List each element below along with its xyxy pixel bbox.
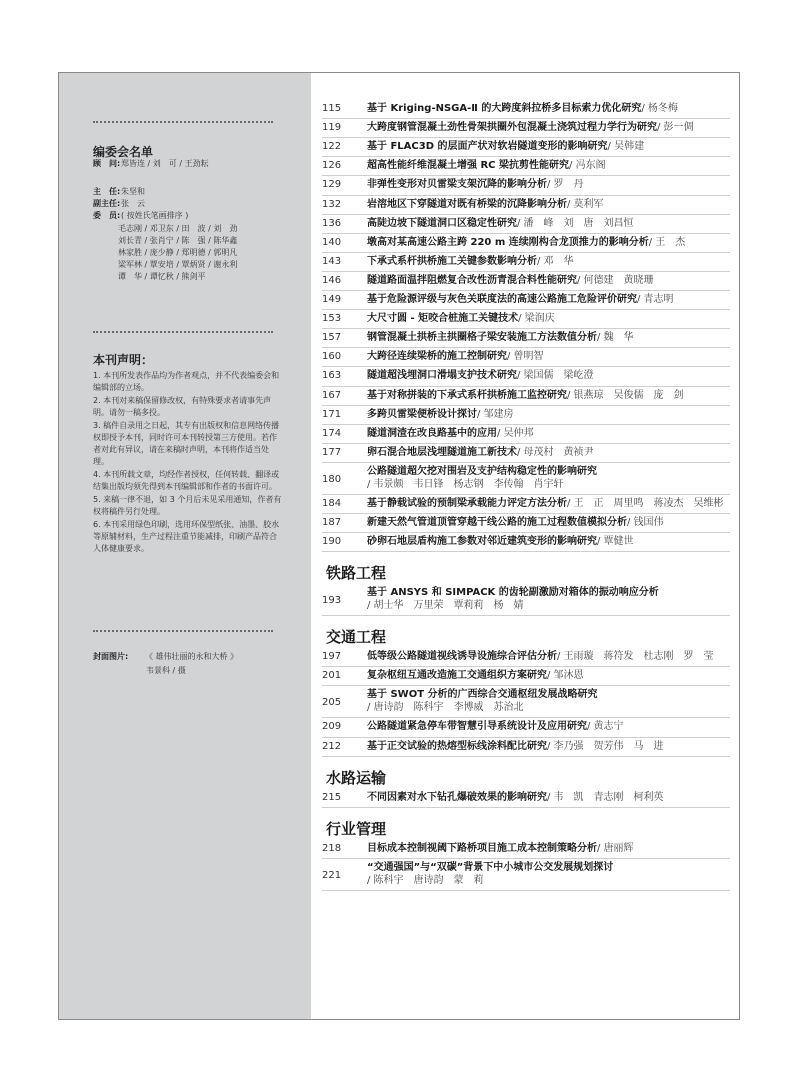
toc-title: 公路隧道紧急停车带智慧引导系统设计及应用研究 xyxy=(367,721,587,733)
toc-page-number: 218 xyxy=(322,842,342,854)
toc-divider xyxy=(322,685,730,686)
statement-item: 1. 本刊所发表作品均为作者观点，并不代表编委会和编辑部的立场。 xyxy=(93,371,280,392)
toc-page-number: 126 xyxy=(322,160,342,172)
toc-page-number: 122 xyxy=(322,141,342,153)
vice-director-label: 副主任: xyxy=(93,199,121,208)
section-heading: 水路运输 xyxy=(326,768,387,787)
toc-entry[interactable] xyxy=(322,586,732,618)
toc-authors: / 杨冬梅 xyxy=(641,103,678,114)
members-row xyxy=(93,210,188,222)
toc-divider xyxy=(322,271,730,272)
toc-divider xyxy=(322,424,730,425)
members-label: 委 员: xyxy=(93,211,121,220)
toc-divider xyxy=(322,386,730,387)
director-name: 朱坚和 xyxy=(121,187,145,196)
toc-divider xyxy=(322,118,730,119)
director-label: 主 任: xyxy=(93,187,121,196)
toc-authors: / 王 杰 xyxy=(648,236,686,248)
toc-divider xyxy=(322,405,730,406)
toc-authors: / 梁国儒 梁屹澄 xyxy=(517,370,594,382)
statement-item: 2. 本刊对来稿保留修改权，有特殊要求者请事先声明。请勿一稿多投。 xyxy=(93,396,272,417)
toc-page-number: 167 xyxy=(322,389,342,401)
toc-authors: / 罗 丹 xyxy=(547,179,584,191)
toc-title: 卵石混合地层浅埋隧道施工新技术 xyxy=(367,446,517,458)
toc-authors: / 彭一倜 xyxy=(657,122,694,134)
toc-divider xyxy=(322,513,730,514)
toc-page-number: 174 xyxy=(322,427,342,439)
toc-title: 大跨径连续梁桥的施工控制研究 xyxy=(367,351,507,363)
toc-title: “交通强国”与“双碳”背景下中小城市公交发展规划探讨 xyxy=(367,861,614,873)
toc-divider xyxy=(322,666,730,667)
toc-authors: / 母茂村 黄祯尹 xyxy=(517,446,594,458)
toc-authors: / 李乃强 贺芳伟 马 进 xyxy=(547,740,664,752)
toc-entry[interactable] xyxy=(322,688,732,720)
toc-page-number: 197 xyxy=(322,651,342,663)
toc-divider xyxy=(322,443,730,444)
toc-authors: / 吴仲邦 xyxy=(497,427,534,439)
toc-page-number: 143 xyxy=(322,255,342,267)
toc-authors: / 莫利军 xyxy=(567,198,604,210)
toc-divider xyxy=(322,756,730,757)
toc-authors: / 邹沐恩 xyxy=(547,670,584,682)
toc-authors: / 钱国伟 xyxy=(627,517,664,528)
toc-authors: / 覃健世 xyxy=(597,536,634,548)
toc-page-number: 215 xyxy=(322,791,342,803)
cover-credit: 韦景科 / 摄 xyxy=(146,666,186,675)
toc-divider xyxy=(322,737,730,738)
toc-authors: / 黄志宁 xyxy=(587,721,624,733)
toc-divider xyxy=(322,615,730,616)
toc-title: 基于正交试验的热熔型标线涂料配比研究 xyxy=(367,740,547,752)
toc-authors: / 唐丽辉 xyxy=(597,842,634,854)
toc-divider xyxy=(322,494,730,495)
toc-divider xyxy=(322,366,730,367)
toc-title: 基于对称拼装的下承式系杆拱桥施工监控研究 xyxy=(367,389,567,401)
director-row xyxy=(93,186,145,198)
toc-title: 墩高对某高速公路主跨 220 m 连续刚构合龙顶推力的影响分析 xyxy=(367,236,649,248)
toc-page-number: 212 xyxy=(322,740,342,752)
toc-title: 高陡边坡下隧道洞口区稳定性研究 xyxy=(367,217,517,229)
toc-page-number: 177 xyxy=(322,446,342,458)
toc-page-number: 187 xyxy=(322,517,342,528)
toc-authors: / 王雨璇 蒋符发 杜志刚 罗 莹 xyxy=(557,651,714,663)
members-list xyxy=(118,223,268,283)
toc-page-number: 171 xyxy=(322,408,342,420)
toc-divider xyxy=(322,156,730,157)
toc-page-number: 184 xyxy=(322,497,342,509)
statement-item: 5. 来稿一律不退，如 3 个月后未见采用通知，作者有权将稿件另行处理。 xyxy=(93,495,282,516)
toc-page-number: 146 xyxy=(322,274,342,286)
toc-divider xyxy=(322,309,730,310)
statement-item: 3. 稿件自录用之日起，其专有出版权和信息网络传播权即授予本刊，同时许可本刊转授第三方使用。若作者对此有异议，请在来稿时声明，本刊将作适当处理。 xyxy=(93,421,280,466)
toc-divider xyxy=(322,214,730,215)
toc-divider xyxy=(322,328,730,329)
toc-title: 砂卵石地层盾构施工参数对邻近建筑变形的影响研究 xyxy=(367,536,597,548)
members-line: 毛志刚 / 邓卫东 / 田 波 / 刘 劲 xyxy=(118,224,238,233)
toc-page-number: 221 xyxy=(322,869,342,881)
toc-title: 不同因素对水下钻孔爆破效果的影响研究 xyxy=(367,791,547,803)
toc-page-number: 115 xyxy=(322,103,342,114)
toc-title: 复杂枢纽互通改造施工交通组织方案研究 xyxy=(367,670,547,682)
toc-divider xyxy=(322,252,730,253)
toc-entry[interactable] xyxy=(322,861,732,893)
toc-divider xyxy=(322,532,730,533)
toc-page-number: 180 xyxy=(322,473,342,485)
toc-divider xyxy=(322,233,730,234)
advisors-label: 顾 问: xyxy=(93,159,121,168)
toc-divider xyxy=(322,195,730,196)
toc-title: 基于 Kriging-NSGA-Ⅱ 的大跨度斜拉桥多目标索力优化研究 xyxy=(367,103,642,114)
toc-page-number: 190 xyxy=(322,536,342,548)
toc-title: 公路隧道超欠挖对围岩及支护结构稳定性的影响研究 xyxy=(367,465,597,477)
vice-director-row xyxy=(93,198,145,210)
toc-authors: / 潘 峰 刘 唐 刘昌恒 xyxy=(517,217,634,229)
toc-title: 目标成本控制视阈下路桥项目施工成本控制策略分析 xyxy=(367,842,597,854)
toc-page-number: 132 xyxy=(322,198,342,210)
cover-title: 《 雄伟壮丽的永和大桥 》 xyxy=(145,652,239,661)
section-heading: 行业管理 xyxy=(326,819,387,838)
cover-row xyxy=(93,651,238,663)
toc-authors: / 梁润庆 xyxy=(518,313,555,325)
divider xyxy=(93,630,273,632)
toc-divider xyxy=(322,462,730,463)
toc-title: 基于危险源评级与灰色关联度法的高速公路施工危险评价研究 xyxy=(367,294,637,305)
cover-label: 封面图片: xyxy=(93,652,129,661)
members-line: 林家胜 / 庞少静 / 郑明德 / 郭明凡 xyxy=(118,248,238,257)
toc-authors: / 王 正 周里鸣 蒋凌杰 吴维彬 xyxy=(567,497,724,509)
toc-page-number: 163 xyxy=(322,370,342,382)
members-line: 谭 华 / 谭忆秋 / 熊剑平 xyxy=(118,272,206,281)
toc-page-number: 140 xyxy=(322,236,342,248)
toc-title: 下承式系杆拱桥施工关键参数影响分析 xyxy=(367,255,537,267)
toc-page-number: 205 xyxy=(322,697,342,709)
toc-authors: / 胡士华 万里荣 覃莉莉 杨 婧 xyxy=(367,600,524,612)
toc-title: 新建天然气管道顶管穿越干线公路的施工过程数值模拟分析 xyxy=(367,517,627,528)
toc-authors: / 银燕琼 吴俊儒 庞 剑 xyxy=(567,389,684,401)
toc-title: 隧道超浅埋洞口滑塌支护技术研究 xyxy=(367,370,517,382)
statement-list xyxy=(93,370,283,556)
toc-divider xyxy=(322,890,730,891)
toc-page-number: 149 xyxy=(322,294,342,305)
toc-authors: / 唐诗韵 陈科宇 李博威 苏治北 xyxy=(367,702,524,714)
toc-page-number: 193 xyxy=(322,595,342,607)
toc-divider xyxy=(322,175,730,176)
toc-authors: / 邓 华 xyxy=(537,255,574,267)
toc-divider xyxy=(322,290,730,291)
toc-title: 非弹性变形对贝雷梁支架沉降的影响分析 xyxy=(367,179,547,191)
toc-divider xyxy=(322,717,730,718)
toc-authors: / 陈科宇 唐诗韵 蒙 莉 xyxy=(367,874,484,886)
toc-authors: / 青志明 xyxy=(637,294,674,305)
statement-item: 6. 本刊采用绿色印刷，选用环保型纸张、油墨、胶水等原辅材料，生产过程注重节能减排，印刷产品符合人体健康要求。 xyxy=(93,520,280,553)
toc-authors: / 韦景颇 韦日锋 杨志钢 李传翰 肖宇轩 xyxy=(367,478,564,490)
toc-title: 钢管混凝土拱桥主拱圈格子梁安装施工方法数值分析 xyxy=(367,332,597,344)
toc-page-number: 201 xyxy=(322,670,342,682)
members-line: 梁军林 / 覃安培 / 覃炳贤 / 谢永利 xyxy=(118,260,238,269)
toc-page-number: 153 xyxy=(322,313,342,325)
toc-divider xyxy=(322,137,730,138)
toc-authors: / 冯东阁 xyxy=(569,160,606,172)
toc-title: 基于 ANSYS 和 SIMPACK 的齿轮副激励对箱体的振动响应分析 xyxy=(367,587,659,599)
members-note: ( 按姓氏笔画排序 ) xyxy=(121,211,189,220)
statement-title: 本刊声明： xyxy=(93,353,154,367)
vice-director-name: 张 云 xyxy=(121,199,145,208)
toc-title: 隧道洞渣在改良路基中的应用 xyxy=(367,427,497,439)
toc-authors: / 吴韩建 xyxy=(607,141,645,153)
toc-title: 基于 SWOT 分析的广西综合交通枢纽发展战略研究 xyxy=(367,689,598,701)
toc-page-number: 136 xyxy=(322,217,342,229)
toc-divider xyxy=(322,551,730,552)
statement-item: 4. 本刊所载文章，均经作者授权，任何转载、翻译或结集出版均须先得到本刊编辑部和作者的书面许可。 xyxy=(93,470,280,491)
toc-authors: / 魏 华 xyxy=(597,332,634,344)
toc-authors: / 何德建 黄晓珊 xyxy=(577,274,654,286)
toc-title: 大尺寸圆 - 矩咬合桩施工关键技术 xyxy=(367,313,519,325)
toc-authors: / 邹建房 xyxy=(477,408,514,420)
toc-title: 低等级公路隧道视线诱导设施综合评估分析 xyxy=(367,651,557,663)
section-heading: 交通工程 xyxy=(326,628,387,647)
toc-authors: / 曾明智 xyxy=(507,351,544,363)
toc-page-number: 119 xyxy=(322,122,342,134)
divider xyxy=(93,121,273,123)
toc-authors: / 韦 凯 青志刚 柯利英 xyxy=(547,791,664,803)
toc-title: 基于静载试验的预制梁承载能力评定方法分析 xyxy=(367,497,567,509)
toc-divider xyxy=(322,807,730,808)
toc-page-number: 157 xyxy=(322,332,342,344)
toc-divider xyxy=(322,347,730,348)
toc-page-number: 160 xyxy=(322,351,342,363)
toc-page-number: 129 xyxy=(322,179,342,191)
toc-divider xyxy=(322,858,730,859)
toc-title: 岩溶地区下穿隧道对既有桥梁的沉降影响分析 xyxy=(367,198,567,210)
divider xyxy=(93,331,273,333)
toc-title: 隧道路面温拌阻燃复合改性沥青混合料性能研究 xyxy=(367,274,577,286)
section-heading: 铁路工程 xyxy=(326,564,387,583)
members-line: 刘长青 / 张肖宁 / 陈 强 / 陈华鑫 xyxy=(118,236,238,245)
toc-title: 基于 FLAC3D 的层面产状对软岩隧道变形的影响研究 xyxy=(367,141,608,153)
toc-title: 多跨贝雷梁便桥设计探讨 xyxy=(367,408,477,420)
toc-page-number: 209 xyxy=(322,721,342,733)
toc-title: 超高性能纤维混凝土增强 RC 梁抗剪性能研究 xyxy=(367,160,570,172)
advisors-names: 郑皆连 / 刘 可 / 王劲耘 xyxy=(121,159,209,168)
committee-title: 编委会名单 xyxy=(93,145,154,159)
toc-title: 大跨度钢管混凝土劲性骨架拱圈外包混凝土浇筑过程力学行为研究 xyxy=(367,122,657,134)
advisors-row xyxy=(93,158,209,170)
toc-entry[interactable] xyxy=(322,465,732,497)
